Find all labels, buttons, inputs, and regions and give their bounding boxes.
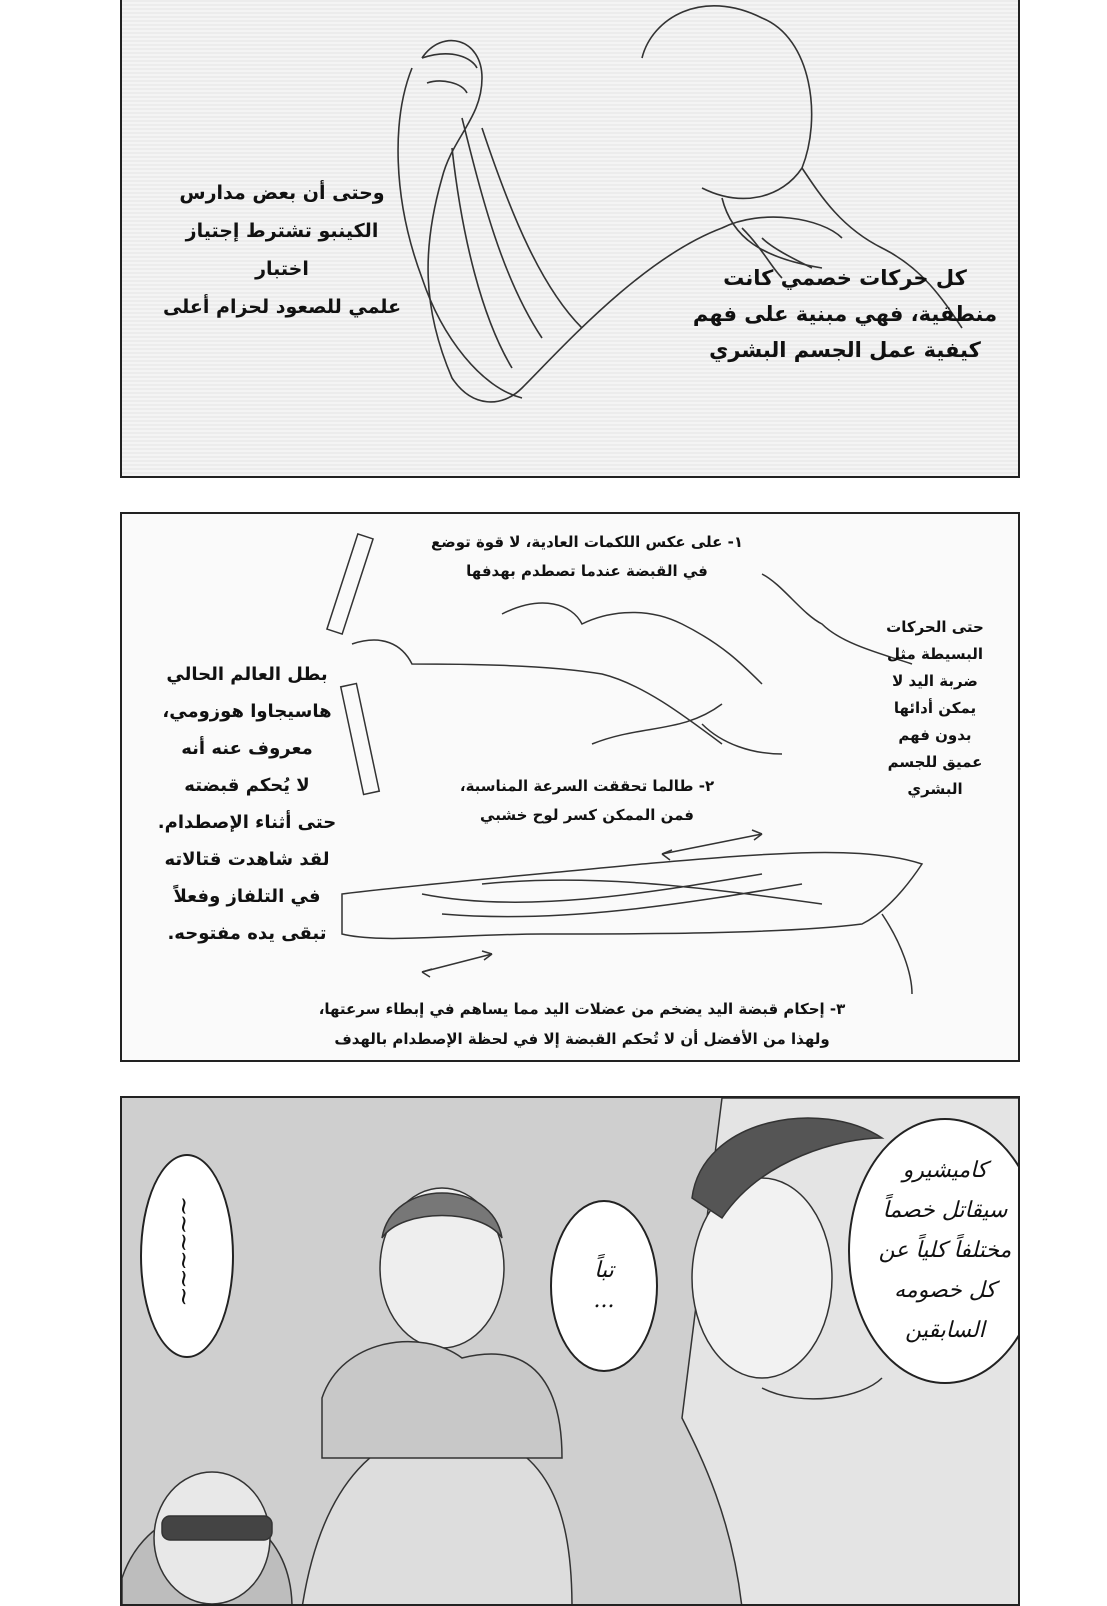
panel-anatomy-arm — [120, 0, 1020, 478]
note-1-no-force: ١- على عكس اللكمات العادية، لا قوة توضع في القبضة عندما تصطدم بهدفها — [430, 533, 744, 580]
caption-opponent-moves: كل حركات خصمي كانت منطقية، فهي مبنية على فهم كيفية عمل الجسم البشري — [692, 266, 998, 362]
speech-bubble-kamishiro — [848, 1118, 1020, 1384]
speech-bubble-damn — [550, 1200, 658, 1372]
note-simple-moves: حتى الحركات البسيطة مثل ضربة اليد لا يمكن أدائها بدون فهم عميق للجسم البشري — [886, 618, 984, 798]
speech-bubble-silence — [140, 1154, 234, 1358]
bubble-kamishiro-text: كاميشيرو سيقاتل خصماً مختلفاً كلياً عن كل خصومه السابقين — [878, 1158, 1012, 1343]
bubble-damn-text: تباً ... — [593, 1258, 615, 1313]
panel-punch-technique — [120, 512, 1020, 1062]
note-world-champion: بطل العالم الحالي هاسيجاوا هوزومي، معروف عنه أنه لا يُحكم قبضته حتى أثناء الإصطدام. لقد شاهدت قتالاته في التلفاز وفعلاً تبقى يده مفتوحه. — [157, 664, 337, 944]
note-2-break-board: ٢- طالما تحققت السرعة المناسبة، فمن الممكن كسر لوح خشبي — [459, 777, 715, 824]
bubble-silence-text: ~~~~~~ — [170, 1196, 198, 1305]
note-3-tight-fist: ٣- إحكام قبضة اليد يضخم من عضلات اليد مما يساهم في إبطاء سرعتها، ولهذا من الأفضل أن لا تُحكم القبضة إلا في لحظة الإصطدام بالهدف — [318, 1000, 846, 1048]
panel-crowd-scene — [120, 1096, 1020, 1606]
caption-kenpo-schools: وحتى أن بعض مدارس الكينبو تشترط إجتياز اختبار علمي للصعود لحزام أعلى — [162, 182, 402, 318]
